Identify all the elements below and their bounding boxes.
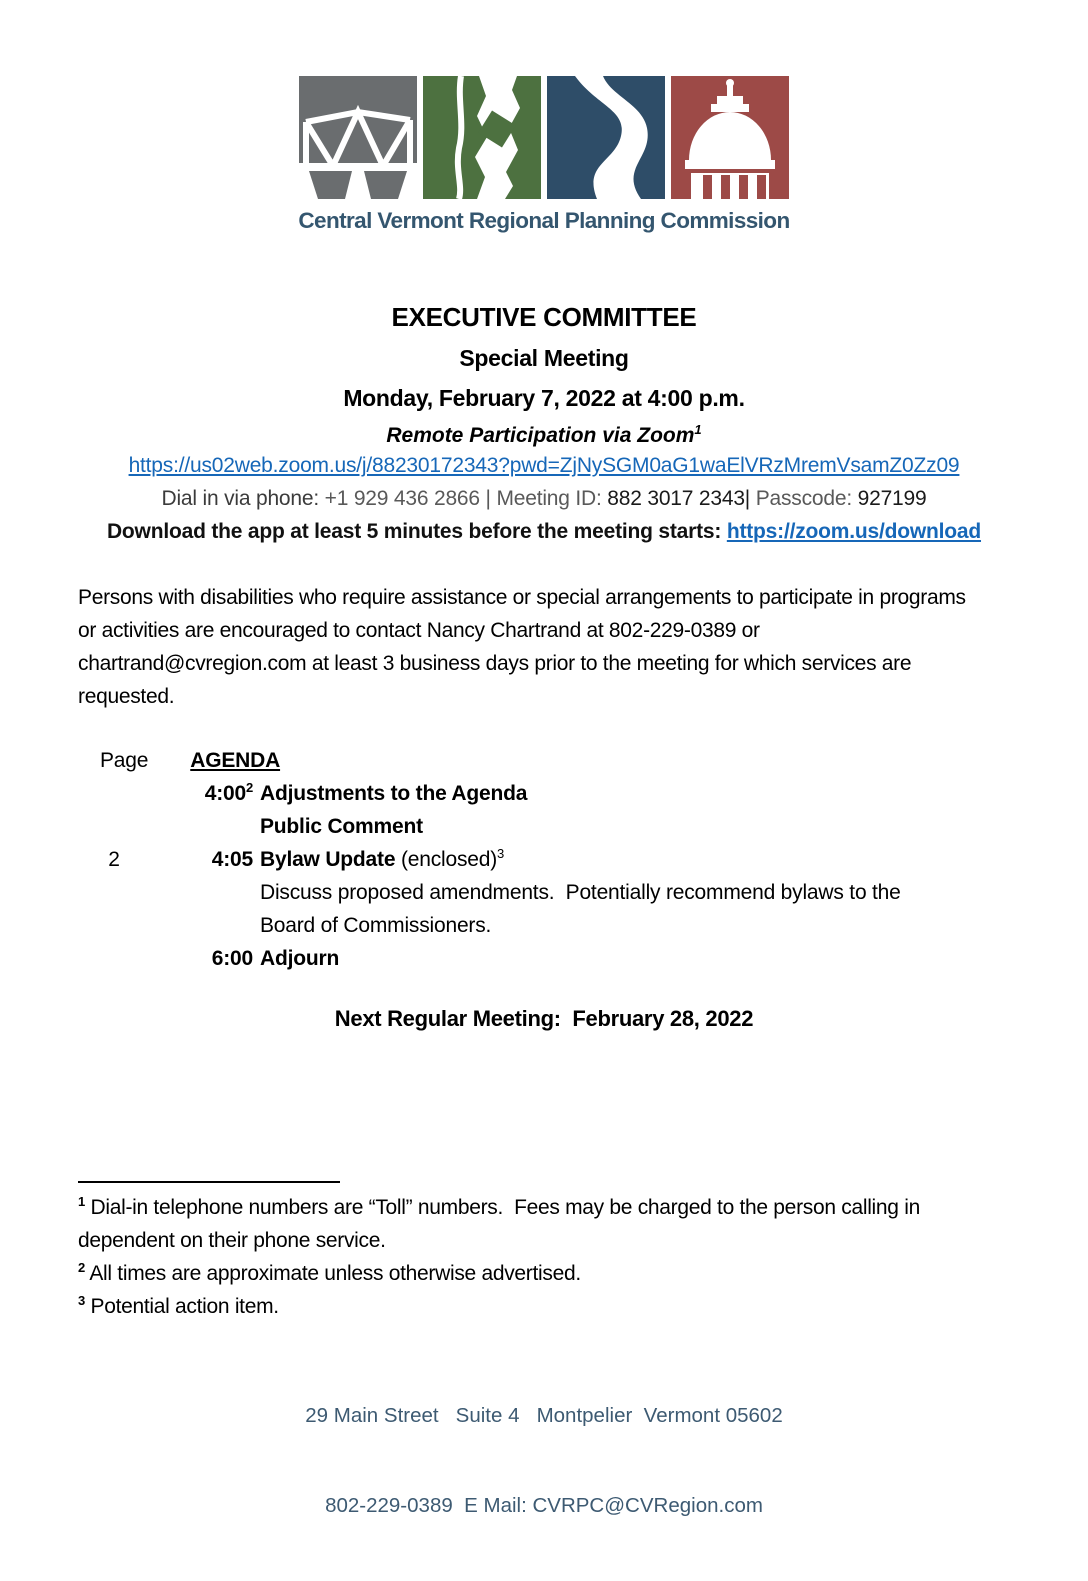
agenda-row (78, 810, 1013, 843)
agenda-row (78, 843, 1013, 942)
agenda-page-number (78, 810, 150, 843)
download-app-line (0, 515, 1088, 548)
footer-address: 29 Main Street Suite 4 Montpelier Vermont 05602 (305, 1404, 783, 1427)
vermont-map-icon (423, 76, 541, 199)
separator: | (485, 487, 491, 510)
logo-panels (299, 76, 789, 199)
footnote-ref-2: 2 (245, 780, 253, 795)
footer-contact: 802-229-0389 E Mail: CVRPC@CVRegion.com (325, 1494, 763, 1517)
zoom-connection-info (0, 449, 1088, 548)
meeting-headings (0, 297, 1088, 454)
cvrpc-logo (0, 76, 1088, 234)
agenda-item: Adjourn (260, 947, 340, 970)
page-footer (0, 1341, 1088, 1581)
footnote: $^2$ All times are approximate unless otherwise advertised. (78, 1260, 581, 1285)
accessibility-notice: Persons with disabilities who require assistance or special arrangements to participate in programs or activities are encouraged to contact Nancy Chartrand at 802-229-0389 or chartrand@cvregion.com at least 3 business days prior to the meeting for which services are requested. (78, 586, 972, 708)
page-title: EXECUTIVE COMMITTEE (391, 302, 697, 332)
meeting-id-label: Meeting ID: (496, 487, 602, 510)
agenda-item: Adjustments to the Agenda (260, 782, 528, 805)
agenda-item: Public Comment (260, 815, 423, 838)
page-column-header: Page (100, 749, 149, 772)
dial-in-line (0, 482, 1088, 515)
footnote-separator (78, 1181, 340, 1183)
meeting-datetime: Monday, February 7, 2022 at 4:00 p.m. (343, 385, 745, 411)
truss-bridge-icon (299, 76, 417, 199)
meeting-type: Special Meeting (459, 345, 629, 371)
winding-river-icon (547, 76, 665, 199)
passcode-value: 927199 (857, 487, 927, 510)
agenda-time: 6:00 (211, 947, 253, 970)
meeting-id-value: 882 3017 2343| (607, 487, 751, 510)
org-name: Central Vermont Regional Planning Commission (298, 208, 790, 233)
agenda-page-number (78, 942, 150, 975)
next-meeting-notice: Next Regular Meeting: February 28, 2022 (334, 1006, 754, 1031)
passcode-label: Passcode: (755, 487, 852, 510)
zoom-download-link[interactable]: https://zoom.us/download (726, 520, 982, 543)
remote-label: Remote Participation via Zoom (386, 424, 695, 447)
footnote: $^3$ Potential action item. (78, 1293, 279, 1318)
footnotes-section (78, 1191, 998, 1323)
agenda-row (78, 942, 1013, 975)
zoom-meeting-link[interactable]: https://us02web.zoom.us/j/88230172343?pwd=ZjNySGM0aG1waElVRzMremVsamZ0Zz09 (128, 454, 960, 477)
download-text: Download the app at least 5 minutes before the meeting starts: (106, 520, 722, 543)
agenda-item-detail: Discuss proposed amendments. Potentially recommend bylaws to the Board of Commissioners. (260, 881, 907, 937)
agenda-row (78, 777, 1013, 810)
agenda-time: $4:00^2$ (204, 780, 253, 805)
footnote-ref-1: 1 (694, 422, 702, 437)
agenda-section (78, 744, 1013, 975)
dial-label: Dial in via phone: (161, 487, 319, 510)
agenda-title: AGENDA (190, 749, 281, 772)
capitol-dome-icon (671, 76, 789, 199)
agenda-header (78, 744, 1013, 777)
agenda-time (157, 810, 253, 843)
zoom-link-line (0, 449, 1088, 482)
agenda-page-number: 2 (108, 848, 120, 871)
agenda-time: 4:05 (211, 848, 253, 871)
footnote: $^1$ Dial-in telephone numbers are “Toll” numbers. Fees may be charged to the person calling in dependent on their phone service. (78, 1194, 926, 1252)
phone-number: +1 929 436 2866 (324, 487, 480, 510)
agenda-item: Bylaw Update (enclosed)$^3$ Discuss proposed amendments. Potentially recommend bylaws to the Board of Commissioners. (260, 843, 1013, 942)
footnote-ref-3: 3 (497, 846, 505, 861)
agenda-page-number (78, 777, 150, 810)
